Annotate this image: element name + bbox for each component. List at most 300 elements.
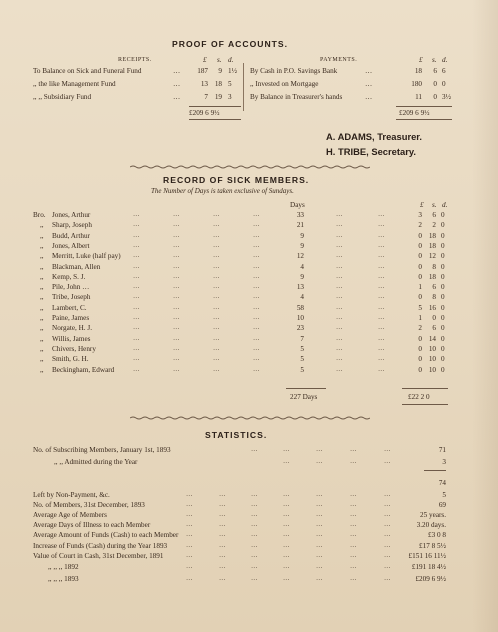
account-label: By Balance in Treasurer's hands xyxy=(250,93,343,101)
stats-label: Average Amount of Funds (Cash) to each Member xyxy=(33,531,179,539)
leader-dots: … xyxy=(378,293,385,301)
member-prefix: ,, xyxy=(40,231,44,240)
amount-pence: 0 xyxy=(441,221,445,230)
leader-dots: … xyxy=(173,80,181,88)
leader-dots: … xyxy=(384,575,391,582)
leader-dots: … xyxy=(378,211,385,218)
leader-dots: … xyxy=(336,334,343,342)
leader-dots: … xyxy=(283,531,290,538)
leader-dots: … xyxy=(283,552,290,559)
leader-dots: … xyxy=(213,365,220,373)
leader-dots: … xyxy=(384,491,391,498)
member-days: 9 xyxy=(300,241,304,250)
amount-shillings: 8 xyxy=(432,262,436,271)
leader-dots: … xyxy=(213,314,220,321)
leader-dots: … xyxy=(173,283,180,291)
leader-dots: … xyxy=(316,511,323,518)
member-name: Blackman, Allen xyxy=(52,262,101,271)
leader-dots: … xyxy=(133,272,140,280)
leader-dots: … xyxy=(173,262,180,270)
leader-dots: … xyxy=(213,334,220,342)
secretary-signature: H. TRIBE, Secretary. xyxy=(326,146,416,157)
leader-dots: … xyxy=(213,293,220,301)
amount-pounds: 0 xyxy=(418,355,422,364)
currency-header: £ xyxy=(420,201,424,209)
leader-dots: … xyxy=(350,531,357,538)
leader-dots: … xyxy=(219,575,226,582)
amount-shillings: 6 xyxy=(432,283,436,292)
member-prefix: ,, xyxy=(40,283,44,292)
amount-shillings: 6 xyxy=(432,211,436,219)
leader-dots: … xyxy=(316,446,323,453)
sick-total-amount: £22 2 0 xyxy=(408,393,430,401)
proof-title: PROOF OF ACCOUNTS. xyxy=(172,39,289,49)
leader-dots: … xyxy=(283,563,290,570)
leader-dots: … xyxy=(173,67,181,75)
payments-header: PAYMENTS. xyxy=(320,57,358,63)
leader-dots: … xyxy=(133,314,140,321)
stats-value: £3 0 8 xyxy=(428,531,446,539)
leader-dots: … xyxy=(350,458,357,465)
member-days: 7 xyxy=(300,334,304,343)
amount-pence: 0 xyxy=(441,241,445,250)
leader-dots: … xyxy=(133,231,140,239)
stats-value: £209 6 9½ xyxy=(415,575,446,583)
leader-dots: … xyxy=(213,324,220,332)
amount-shillings: 0 xyxy=(433,93,437,101)
amount-pounds: 0 xyxy=(418,252,422,261)
leader-dots: … xyxy=(336,231,343,239)
leader-dots: … xyxy=(213,262,220,270)
leader-dots: … xyxy=(316,491,323,498)
currency-header: £ xyxy=(419,56,423,64)
member-prefix: ,, xyxy=(40,344,44,353)
account-label: ,, ,, Subsidiary Fund xyxy=(33,93,92,101)
leader-dots: … xyxy=(173,293,180,301)
leader-dots: … xyxy=(350,501,357,508)
leader-dots: … xyxy=(173,272,180,280)
amount-shillings: 0 xyxy=(432,314,436,322)
leader-dots: … xyxy=(173,93,181,101)
amount-shillings: 2 xyxy=(432,221,436,230)
amount-shillings: 10 xyxy=(428,344,436,353)
amount-pounds: 187 xyxy=(197,67,208,75)
member-name: Chivers, Henry xyxy=(52,344,96,353)
amount-pence: 0 xyxy=(441,324,445,333)
leader-dots: … xyxy=(253,293,260,301)
amount-pounds: 7 xyxy=(204,93,208,101)
amount-pounds: 13 xyxy=(200,80,208,88)
leader-dots: … xyxy=(283,458,290,465)
amount-pence: 0 xyxy=(441,365,445,374)
stats-value: £151 16 11½ xyxy=(408,552,446,560)
leader-dots: … xyxy=(133,293,140,301)
leader-dots: … xyxy=(253,303,260,311)
leader-dots: … xyxy=(378,252,385,260)
member-name: Merritt, Luke (half pay) xyxy=(52,252,121,261)
leader-dots: … xyxy=(173,344,180,352)
member-days: 4 xyxy=(300,262,304,271)
member-days: 58 xyxy=(296,303,304,312)
leader-dots: … xyxy=(133,252,140,260)
sick-total-days: 227 Days xyxy=(290,393,318,401)
leader-dots: … xyxy=(253,211,260,218)
leader-dots: … xyxy=(186,542,193,549)
leader-dots: … xyxy=(219,491,226,498)
amount-shillings: 10 xyxy=(428,355,436,364)
leader-dots: … xyxy=(133,221,140,229)
member-prefix: ,, xyxy=(40,252,44,261)
leader-dots: … xyxy=(219,542,226,549)
member-days: 5 xyxy=(300,344,304,353)
leader-dots: … xyxy=(253,314,260,321)
amount-pence: 5 xyxy=(228,80,232,88)
leader-dots: … xyxy=(336,344,343,352)
leader-dots: … xyxy=(384,542,391,549)
leader-dots: … xyxy=(173,355,180,363)
leader-dots: … xyxy=(365,80,373,88)
leader-dots: … xyxy=(173,365,180,373)
stats-label: Increase of Funds (Cash) during the Year 1893 xyxy=(33,542,168,550)
leader-dots: … xyxy=(316,521,323,528)
stats-value: 74 xyxy=(438,479,446,487)
leader-dots: … xyxy=(283,542,290,549)
stats-label: Average Age of Members xyxy=(33,511,107,519)
amount-shillings: 18 xyxy=(428,241,436,250)
leader-dots: … xyxy=(283,446,290,453)
member-days: 10 xyxy=(296,314,304,322)
leader-dots: … xyxy=(283,521,290,528)
leader-dots: … xyxy=(251,531,258,538)
amount-pounds: 1 xyxy=(418,314,422,322)
stats-label: Left by Non-Payment, &c. xyxy=(33,491,110,499)
leader-dots: … xyxy=(378,355,385,363)
leader-dots: … xyxy=(350,542,357,549)
leader-dots: … xyxy=(336,252,343,260)
leader-dots: … xyxy=(251,575,258,582)
leader-dots: … xyxy=(133,303,140,311)
leader-dots: … xyxy=(316,575,323,582)
leader-dots: … xyxy=(378,283,385,291)
sick-total-rule xyxy=(286,388,326,389)
member-days: 4 xyxy=(300,293,304,302)
leader-dots: … xyxy=(186,501,193,508)
amount-pence: 3 xyxy=(228,93,232,101)
amount-pounds: 0 xyxy=(418,262,422,271)
member-days: 9 xyxy=(300,231,304,240)
member-days: 13 xyxy=(296,283,304,292)
treasurer-signature: A. ADAMS, Treasurer. xyxy=(326,131,423,142)
leader-dots: … xyxy=(350,552,357,559)
amount-pounds: 5 xyxy=(418,303,422,312)
sick-amount-rule xyxy=(402,388,448,389)
amount-shillings: 8 xyxy=(432,293,436,302)
days-header: Days xyxy=(290,201,305,209)
leader-dots: … xyxy=(173,314,180,321)
leader-dots: … xyxy=(378,324,385,332)
amount-pence: 6 xyxy=(442,67,446,75)
amount-shillings: 19 xyxy=(214,93,222,101)
receipts-header: RECEIPTS. xyxy=(118,57,152,63)
receipts-total: £209 6 9½ xyxy=(189,109,220,117)
stats-title: STATISTICS. xyxy=(205,430,268,440)
stats-label: ,, ,, ,, 1893 xyxy=(48,575,79,583)
amount-pence: 0 xyxy=(441,344,445,353)
leader-dots: … xyxy=(384,501,391,508)
leader-dots: … xyxy=(173,241,180,249)
member-prefix: ,, xyxy=(40,324,44,333)
amount-shillings: 9 xyxy=(218,67,222,75)
amount-pounds: 180 xyxy=(411,80,422,88)
leader-dots: … xyxy=(219,552,226,559)
member-name: Paine, James xyxy=(52,314,90,322)
leader-dots: … xyxy=(350,575,357,582)
account-label: To Balance on Sick and Funeral Fund xyxy=(33,67,142,75)
leader-dots: … xyxy=(186,531,193,538)
stats-value: 71 xyxy=(438,446,446,454)
leader-dots: … xyxy=(365,67,373,75)
member-prefix: ,, xyxy=(40,314,44,322)
leader-dots: … xyxy=(213,241,220,249)
leader-dots: … xyxy=(253,262,260,270)
leader-dots: … xyxy=(253,365,260,373)
leader-dots: … xyxy=(251,511,258,518)
leader-dots: … xyxy=(213,344,220,352)
leader-dots: … xyxy=(253,221,260,229)
member-prefix: ,, xyxy=(40,241,44,250)
leader-dots: … xyxy=(186,575,193,582)
amount-pence: 0 xyxy=(442,80,446,88)
member-prefix: ,, xyxy=(40,262,44,271)
amount-shillings: 14 xyxy=(428,334,436,343)
leader-dots: … xyxy=(186,552,193,559)
sick-subtitle: The Number of Days is taken exclusive of Sundays. xyxy=(151,187,294,195)
amount-shillings: 0 xyxy=(433,80,437,88)
leader-dots: … xyxy=(173,211,180,218)
leader-dots: … xyxy=(365,93,373,101)
leader-dots: … xyxy=(173,334,180,342)
stats-label: ,, ,, ,, 1892 xyxy=(48,563,79,571)
amount-pounds: 2 xyxy=(418,324,422,333)
leader-dots: … xyxy=(133,262,140,270)
leader-dots: … xyxy=(219,563,226,570)
leader-dots: … xyxy=(133,241,140,249)
stats-value: 5 xyxy=(442,491,446,499)
leader-dots: … xyxy=(336,324,343,332)
stats-value: 3.20 days. xyxy=(416,521,446,529)
leader-dots: … xyxy=(253,272,260,280)
leader-dots: … xyxy=(253,252,260,260)
leader-dots: … xyxy=(213,272,220,280)
leader-dots: … xyxy=(253,324,260,332)
leader-dots: … xyxy=(251,552,258,559)
leader-dots: … xyxy=(213,252,220,260)
leader-dots: … xyxy=(378,272,385,280)
leader-dots: … xyxy=(316,552,323,559)
receipts-total-rule xyxy=(189,106,241,107)
section-divider-2 xyxy=(130,416,370,420)
leader-dots: … xyxy=(213,231,220,239)
leader-dots: … xyxy=(173,231,180,239)
amount-shillings: 10 xyxy=(428,365,436,374)
currency-header: £ xyxy=(203,56,207,64)
amount-shillings: 6 xyxy=(432,324,436,333)
amount-pence: 0 xyxy=(441,334,445,343)
leader-dots: … xyxy=(253,334,260,342)
leader-dots: … xyxy=(251,491,258,498)
member-prefix: ,, xyxy=(40,272,44,281)
amount-pence: 0 xyxy=(441,262,445,271)
member-name: Norgate, H. J. xyxy=(52,324,92,333)
leader-dots: … xyxy=(378,231,385,239)
leader-dots: … xyxy=(133,344,140,352)
leader-dots: … xyxy=(316,458,323,465)
leader-dots: … xyxy=(316,563,323,570)
receipts-total-underline xyxy=(189,119,241,120)
amount-pence: 0 xyxy=(441,293,445,302)
member-prefix: ,, xyxy=(40,365,44,374)
amount-shillings: 12 xyxy=(428,252,436,261)
member-prefix: ,, xyxy=(40,221,44,230)
amount-pence: 0 xyxy=(441,231,445,240)
stats-label: Value of Court in Cash, 31st December, 1891 xyxy=(33,552,164,560)
member-days: 5 xyxy=(300,355,304,364)
leader-dots: … xyxy=(378,365,385,373)
leader-dots: … xyxy=(378,314,385,321)
leader-dots: … xyxy=(350,563,357,570)
amount-pence: 0 xyxy=(441,211,445,219)
leader-dots: … xyxy=(378,221,385,229)
leader-dots: … xyxy=(173,324,180,332)
amount-shillings: 6 xyxy=(433,67,437,75)
amount-pence: 0 xyxy=(441,252,445,261)
amount-pence: 0 xyxy=(441,303,445,312)
leader-dots: … xyxy=(133,211,140,218)
leader-dots: … xyxy=(350,446,357,453)
leader-dots: … xyxy=(350,511,357,518)
leader-dots: … xyxy=(336,314,343,321)
amount-shillings: 18 xyxy=(428,231,436,240)
stats-label: ,, ,, Admitted during the Year xyxy=(54,458,138,466)
leader-dots: … xyxy=(384,563,391,570)
leader-dots: … xyxy=(133,355,140,363)
member-days: 12 xyxy=(296,252,304,261)
leader-dots: … xyxy=(251,446,258,453)
leader-dots: … xyxy=(283,511,290,518)
account-label: ,, Invested on Mortgage xyxy=(250,80,319,88)
member-name: Jones, Arthur xyxy=(52,211,91,219)
leader-dots: … xyxy=(219,501,226,508)
leader-dots: … xyxy=(378,334,385,342)
member-days: 23 xyxy=(296,324,304,333)
leader-dots: … xyxy=(213,355,220,363)
payments-total-rule xyxy=(396,106,452,107)
currency-header: d. xyxy=(442,201,448,209)
member-name: Willis, James xyxy=(52,334,91,343)
currency-header: s. xyxy=(217,56,222,64)
leader-dots: … xyxy=(173,303,180,311)
sick-amount-underline xyxy=(402,404,448,405)
stats-value: £191 18 4½ xyxy=(411,563,446,571)
member-prefix: ,, xyxy=(40,334,44,343)
leader-dots: … xyxy=(378,303,385,311)
leader-dots: … xyxy=(219,531,226,538)
amount-pounds: 0 xyxy=(418,334,422,343)
member-name: Lambert, C. xyxy=(52,303,87,312)
leader-dots: … xyxy=(251,563,258,570)
amount-pounds: 2 xyxy=(418,221,422,230)
proof-divider xyxy=(243,63,244,111)
leader-dots: … xyxy=(253,283,260,291)
leader-dots: … xyxy=(384,521,391,528)
leader-dots: … xyxy=(213,303,220,311)
leader-dots: … xyxy=(213,211,220,218)
amount-pounds: 0 xyxy=(418,231,422,240)
leader-dots: … xyxy=(336,355,343,363)
member-prefix: ,, xyxy=(40,293,44,302)
member-name: Pile, John … xyxy=(52,283,90,292)
amount-pounds: 1 xyxy=(418,283,422,292)
leader-dots: … xyxy=(251,542,258,549)
leader-dots: … xyxy=(336,283,343,291)
member-name: Smith, G. H. xyxy=(52,355,89,364)
leader-dots: … xyxy=(336,221,343,229)
leader-dots: … xyxy=(316,542,323,549)
amount-pence: 0 xyxy=(441,314,445,322)
leader-dots: … xyxy=(186,521,193,528)
stats-value: £17 8 5½ xyxy=(419,542,446,550)
stats-label: No. of Members, 31st December, 1893 xyxy=(33,501,145,509)
leader-dots: … xyxy=(253,231,260,239)
leader-dots: … xyxy=(384,511,391,518)
amount-shillings: 18 xyxy=(428,272,436,281)
leader-dots: … xyxy=(336,241,343,249)
member-days: 21 xyxy=(296,221,304,230)
leader-dots: … xyxy=(316,501,323,508)
member-name: Jones, Albert xyxy=(52,241,90,250)
payments-total-underline xyxy=(396,119,452,120)
leader-dots: … xyxy=(336,365,343,373)
currency-header: d. xyxy=(228,56,234,64)
leader-dots: … xyxy=(283,575,290,582)
leader-dots: … xyxy=(173,252,180,260)
leader-dots: … xyxy=(283,501,290,508)
leader-dots: … xyxy=(186,563,193,570)
member-name: Budd, Arthur xyxy=(52,231,90,240)
amount-pounds: 0 xyxy=(418,293,422,302)
leader-dots: … xyxy=(336,262,343,270)
amount-pounds: 18 xyxy=(414,67,422,75)
leader-dots: … xyxy=(173,221,180,229)
member-days: 33 xyxy=(296,211,304,219)
stats-label: Average Days of Illness to each Member xyxy=(33,521,151,529)
leader-dots: … xyxy=(384,531,391,538)
leader-dots: … xyxy=(336,211,343,218)
leader-dots: … xyxy=(378,344,385,352)
amount-pounds: 0 xyxy=(418,344,422,353)
leader-dots: … xyxy=(213,221,220,229)
stats-value: 69 xyxy=(438,501,446,509)
member-prefix: Bro. xyxy=(33,211,46,219)
leader-dots: … xyxy=(384,552,391,559)
amount-shillings: 16 xyxy=(428,303,436,312)
leader-dots: … xyxy=(133,283,140,291)
amount-pence: 0 xyxy=(441,272,445,281)
leader-dots: … xyxy=(133,324,140,332)
leader-dots: … xyxy=(316,531,323,538)
stats-value: 3 xyxy=(442,458,446,466)
leader-dots: … xyxy=(384,446,391,453)
